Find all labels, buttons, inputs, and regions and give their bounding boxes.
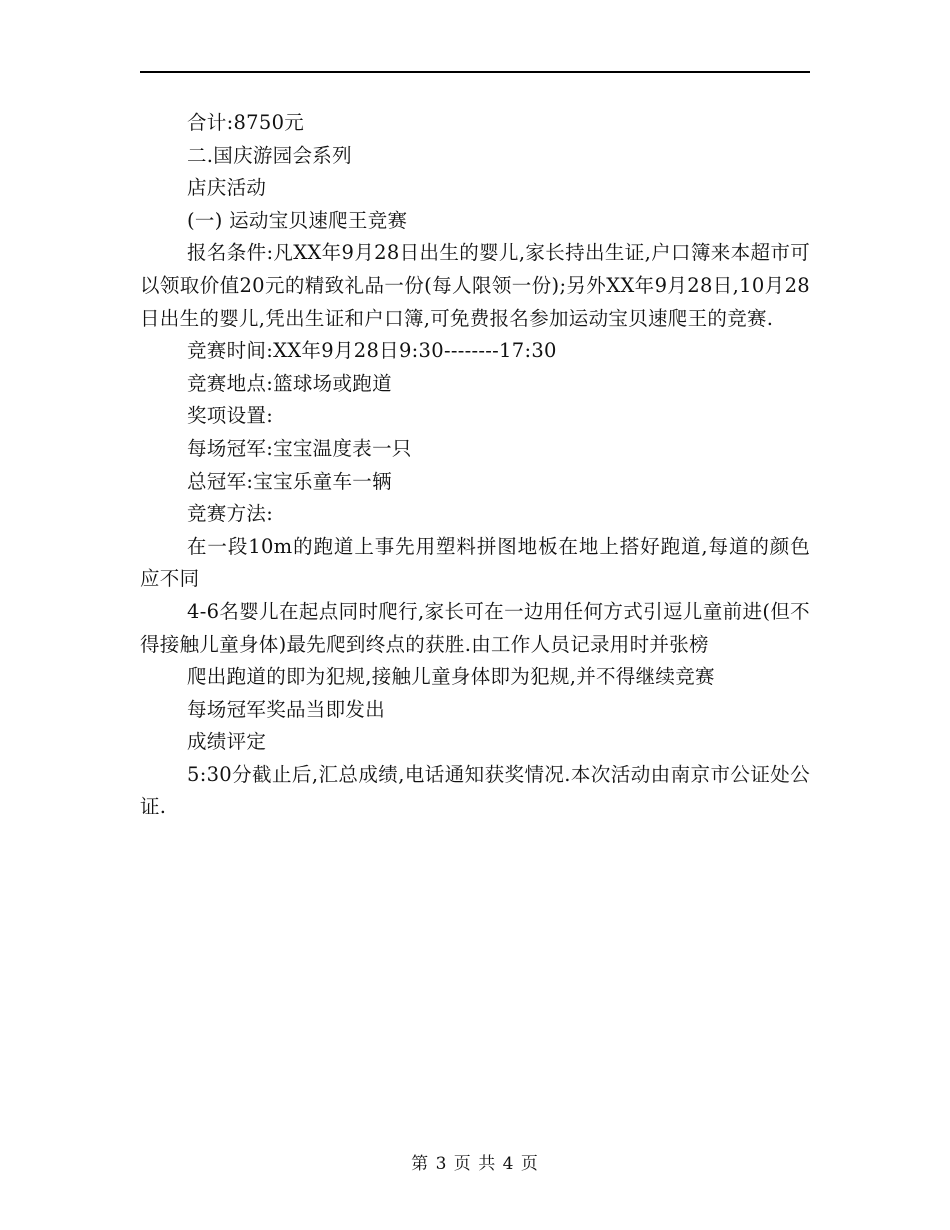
method-rules: 爬出跑道的即为犯规,接触儿童身体即为犯规,并不得继续竞赛 [187,665,715,689]
subsection-heading: 店庆活动 [187,176,267,200]
registration-paragraph: 报名条件:凡XX年9月28日出生的婴儿,家长持出生证,户口簿来本超市可以领取价值20元的精致礼品一份(每人限领一份);另外XX年9月28日,10月28日出生的婴儿,凭出生证和户口簿,可免费报名参加运动宝贝速爬王的竞赛. [140,241,810,330]
page-number: 第 3 页 共 4 页 [411,1154,539,1174]
method-race: 4-6名婴儿在起点同时爬行,家长可在一边用任何方式引逗儿童前进(但不得接触儿童身体)最先爬到终点的获胜.由工作人员记录用时并张榜 [140,599,810,656]
method-track: 在一段10m的跑道上事先用塑料拼图地板在地上搭好跑道,每道的颜色应不同 [140,534,810,591]
award-per-round: 每场冠军:宝宝温度表一只 [187,436,412,460]
document-body [140,107,810,824]
award-overall: 总冠军:宝宝乐童车一辆 [187,469,392,493]
section-heading: 二.国庆游园会系列 [187,143,352,167]
header-rule [140,71,810,73]
results-paragraph: 5:30分截止后,汇总成绩,电话通知获奖情况.本次活动由南京市公证处公证. [140,762,810,819]
method-prize: 每场冠军奖品当即发出 [187,697,386,721]
awards-heading: 奖项设置: [187,404,274,428]
competition-location: 竞赛地点:篮球场或跑道 [187,371,392,395]
results-heading: 成绩评定 [187,730,267,754]
total-line: 合计:8750元 [187,111,305,134]
method-heading: 竞赛方法: [187,502,274,526]
competition-time: 竞赛时间:XX年9月28日9:30--------17:30 [187,339,557,363]
event-title: (一) 运动宝贝速爬王竞赛 [187,208,408,232]
